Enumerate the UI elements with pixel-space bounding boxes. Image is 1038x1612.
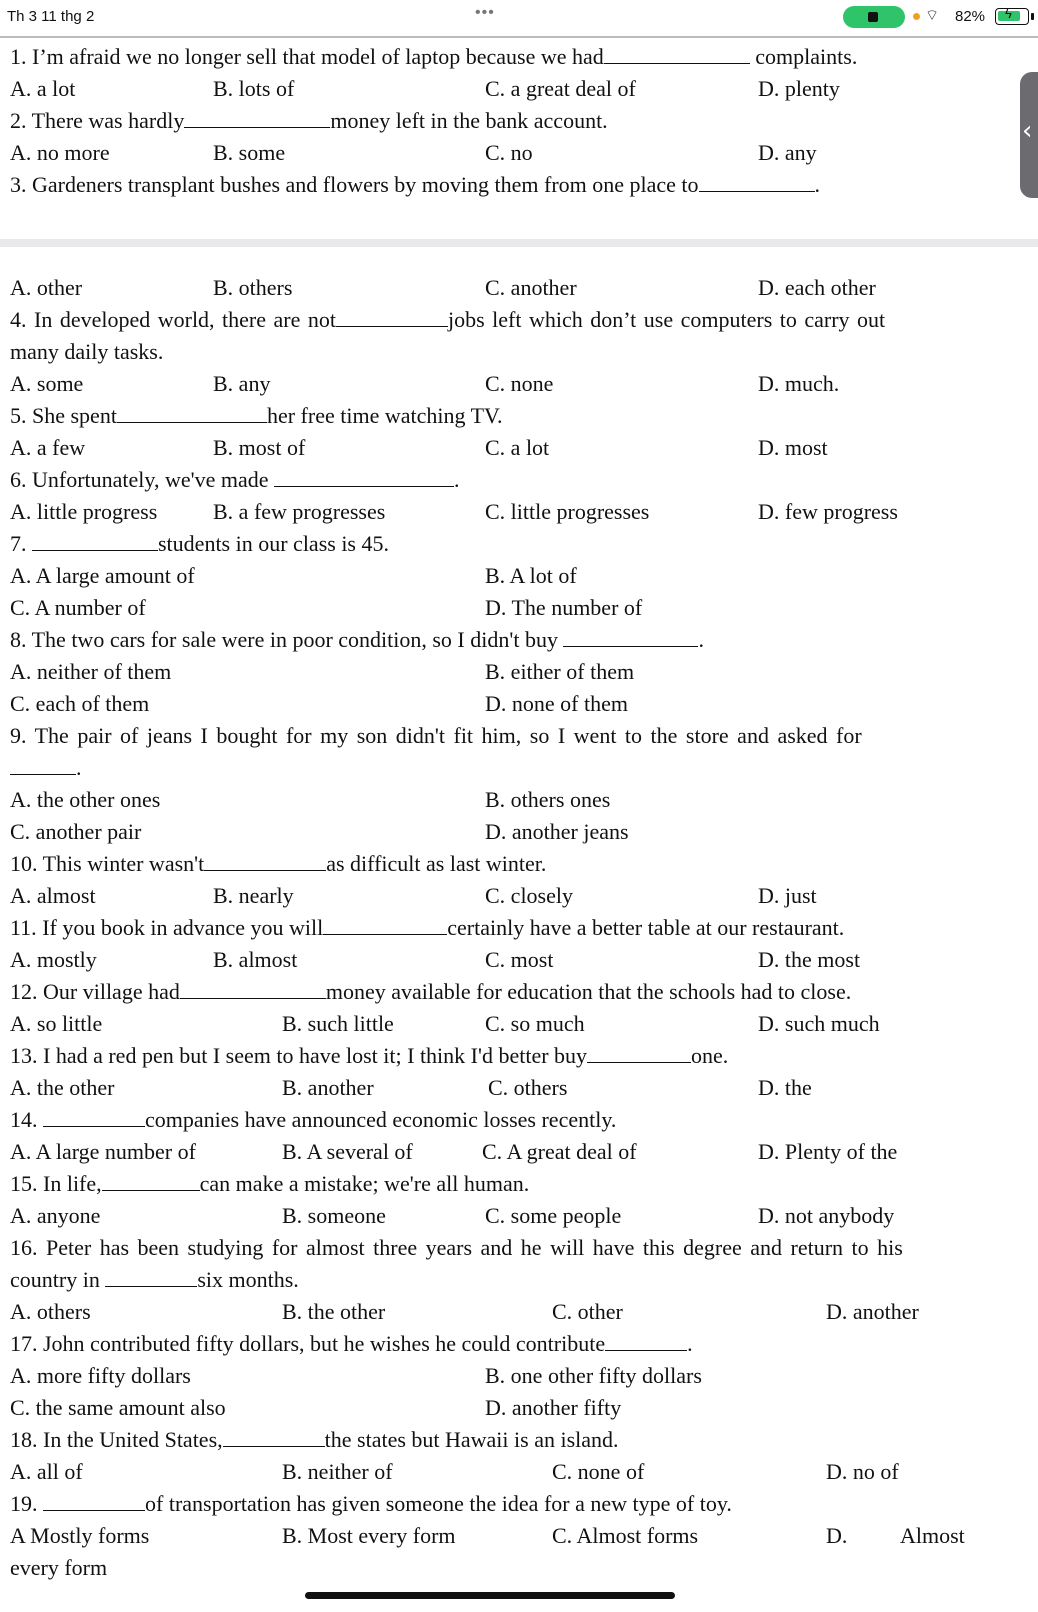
- question-stem: 11. If you book in advance you will certainly have a better table at our restaurant.: [10, 915, 845, 940]
- page-divider: [0, 239, 1038, 247]
- option-b[interactable]: B. others ones: [485, 787, 611, 812]
- mic-indicator-icon: [913, 13, 920, 20]
- question-stem: 3. Gardeners transplant bushes and flowers by moving them from one place to .: [10, 172, 821, 197]
- option-b[interactable]: B. lots of: [213, 76, 295, 101]
- option-c[interactable]: C. Almost forms: [552, 1523, 699, 1548]
- screen-recording-icon[interactable]: [843, 6, 905, 28]
- option-c[interactable]: C. a great deal of: [485, 76, 636, 101]
- option-b[interactable]: B. such little: [282, 1011, 394, 1036]
- answer-blank[interactable]: [587, 1043, 691, 1063]
- answer-blank[interactable]: [204, 851, 326, 871]
- option-a[interactable]: A. the other ones: [10, 787, 161, 812]
- option-b[interactable]: B. most of: [213, 435, 306, 460]
- option-a[interactable]: A. so little: [10, 1011, 103, 1036]
- option-d[interactable]: D. The number of: [485, 595, 643, 620]
- answer-blank[interactable]: [32, 531, 158, 551]
- option-c[interactable]: C. most: [485, 947, 554, 972]
- option-c[interactable]: C. another pair: [10, 819, 142, 844]
- answer-blank[interactable]: [184, 108, 330, 128]
- option-b[interactable]: B. A several of: [282, 1139, 413, 1164]
- option-d[interactable]: D. such much: [758, 1011, 880, 1036]
- battery-nub: [1031, 13, 1034, 20]
- option-b[interactable]: B. either of them: [485, 659, 635, 684]
- option-d[interactable]: D. Plenty of the: [758, 1139, 898, 1164]
- question-stem: 16. Peter has been studying for almost three years and he will have this degree and return to his: [10, 1235, 903, 1260]
- answer-blank[interactable]: [223, 1427, 325, 1447]
- option-b[interactable]: B. one other fifty dollars: [485, 1363, 702, 1388]
- option-b[interactable]: B. some: [213, 140, 286, 165]
- option-c[interactable]: C. the same amount also: [10, 1395, 226, 1420]
- answer-blank[interactable]: [102, 1171, 200, 1191]
- question-stem: 7. students in our class is 45.: [10, 531, 389, 556]
- option-c[interactable]: C. another: [485, 275, 577, 300]
- answer-blank[interactable]: [105, 1267, 197, 1287]
- option-b[interactable]: B. A lot of: [485, 563, 577, 588]
- option-continued: every form: [10, 1555, 108, 1580]
- question-stem: 5. She spent her free time watching TV.: [10, 403, 503, 428]
- question-stem: 2. There was hardly money left in the bank account.: [10, 108, 608, 133]
- option-b[interactable]: B. almost: [213, 947, 298, 972]
- home-indicator[interactable]: [305, 1592, 675, 1599]
- option-d[interactable]: D. another: [826, 1299, 919, 1324]
- answer-blank[interactable]: [336, 307, 448, 327]
- option-d[interactable]: D. the most: [758, 947, 861, 972]
- option-b[interactable]: B. nearly: [213, 883, 294, 908]
- option-c[interactable]: C. none: [485, 371, 554, 396]
- question-stem: 12. Our village had money available for education that the schools had to close.: [10, 979, 852, 1004]
- option-a[interactable]: A. some: [10, 371, 84, 396]
- answer-blank[interactable]: [274, 467, 454, 487]
- option-c[interactable]: C. a lot: [485, 435, 550, 460]
- option-b[interactable]: B. others: [213, 275, 293, 300]
- option-a[interactable]: A. all of: [10, 1459, 83, 1484]
- top-divider: [0, 36, 1038, 38]
- battery-percent: 82%: [955, 8, 986, 25]
- option-c[interactable]: C. closely: [485, 883, 573, 908]
- option-c[interactable]: C. so much: [485, 1011, 585, 1036]
- option-c[interactable]: C. other: [552, 1299, 623, 1324]
- option-b[interactable]: B. a few progresses: [213, 499, 386, 524]
- option-d[interactable]: D. few progress: [758, 499, 898, 524]
- option-d[interactable]: D. no of: [826, 1459, 899, 1484]
- answer-blank[interactable]: [605, 1331, 687, 1351]
- option-a[interactable]: A. almost: [10, 883, 96, 908]
- question-stem: 13. I had a red pen but I seem to have lost it; I think I'd better buy one.: [10, 1043, 729, 1068]
- option-d[interactable]: D. another fifty: [485, 1395, 622, 1420]
- option-d[interactable]: D. another jeans: [485, 819, 629, 844]
- option-b[interactable]: B. neither of: [282, 1459, 393, 1484]
- option-d[interactable]: D. not anybody: [758, 1203, 895, 1228]
- option-d[interactable]: Almost: [900, 1523, 965, 1548]
- option-a[interactable]: A. A large number of: [10, 1139, 196, 1164]
- answer-blank[interactable]: [323, 915, 447, 935]
- option-b[interactable]: B. the other: [282, 1299, 386, 1324]
- question-stem: 4. In developed world, there are not jobs left which don’t use computers to carry out: [10, 307, 886, 332]
- question-stem: 8. The two cars for sale were in poor condition, so I didn't buy .: [10, 627, 704, 652]
- option-c[interactable]: C. no: [485, 140, 533, 165]
- option-a[interactable]: A. more fifty dollars: [10, 1363, 191, 1388]
- option-a[interactable]: A. little progress: [10, 499, 158, 524]
- question-stem: 9. The pair of jeans I bought for my son didn't fit him, so I went to the store and asked for: [10, 723, 862, 748]
- sidebar-pull-handle[interactable]: [1020, 72, 1038, 198]
- question-stem: 19. of transportation has given someone the idea for a new type of toy.: [10, 1491, 732, 1516]
- question-stem: 18. In the United States, the states but Hawaii is an island.: [10, 1427, 619, 1452]
- option-d[interactable]: D. plenty: [758, 76, 840, 101]
- option-a[interactable]: A. the other: [10, 1075, 115, 1100]
- answer-blank[interactable]: [563, 627, 698, 647]
- question-stem: 1. I’m afraid we no longer sell that model of laptop because we had complaints.: [10, 44, 858, 69]
- answer-blank[interactable]: [43, 1107, 145, 1127]
- option-c[interactable]: C. A number of: [10, 595, 146, 620]
- answer-blank[interactable]: [10, 755, 76, 775]
- question-stem-continued: many daily tasks.: [10, 339, 164, 364]
- status-time: Th 3 11 thg 2: [7, 8, 95, 25]
- answer-blank[interactable]: [117, 403, 267, 423]
- option-a[interactable]: A. a few: [10, 435, 86, 460]
- option-d[interactable]: D. the: [758, 1075, 812, 1100]
- wifi-icon: ⌔: [925, 7, 940, 24]
- option-c[interactable]: C. little progresses: [485, 499, 650, 524]
- option-a[interactable]: A. other: [10, 275, 83, 300]
- answer-blank[interactable]: [43, 1491, 145, 1511]
- question-stem: 15. In life, can make a mistake; we're all human.: [10, 1171, 530, 1196]
- option-a[interactable]: A. a lot: [10, 76, 76, 101]
- option-b[interactable]: B. another: [282, 1075, 374, 1100]
- question-stem-continued: .: [10, 755, 82, 781]
- option-b[interactable]: B. Most every form: [282, 1523, 456, 1548]
- option-c[interactable]: C. others: [488, 1075, 568, 1100]
- option-d[interactable]: D. just: [758, 883, 817, 908]
- option-d[interactable]: D. each other: [758, 275, 876, 300]
- option-a[interactable]: A. anyone: [10, 1203, 101, 1228]
- question-stem-continued: country in six months.: [10, 1267, 299, 1292]
- option-a[interactable]: A Mostly forms: [10, 1523, 150, 1548]
- option-d[interactable]: D. none of them: [485, 691, 628, 716]
- status-bar: [0, 0, 1038, 34]
- question-stem: 6. Unfortunately, we've made .: [10, 467, 460, 492]
- chevron-left-icon: ‹: [1022, 116, 1033, 146]
- option-c[interactable]: C. each of them: [10, 691, 150, 716]
- option-d[interactable]: D. any: [758, 140, 817, 165]
- option-a[interactable]: A. no more: [10, 140, 110, 165]
- option-c[interactable]: C. some people: [485, 1203, 622, 1228]
- option-a[interactable]: A. A large amount of: [10, 563, 195, 588]
- multitask-dots[interactable]: •••: [475, 4, 495, 21]
- option-b[interactable]: B. someone: [282, 1203, 386, 1228]
- battery-icon: ϟ: [995, 8, 1029, 25]
- option-b[interactable]: B. any: [213, 371, 271, 396]
- option-c[interactable]: C. none of: [552, 1459, 645, 1484]
- answer-blank[interactable]: [604, 44, 750, 64]
- answer-blank[interactable]: [699, 172, 815, 192]
- option-a[interactable]: A. others: [10, 1299, 91, 1324]
- answer-blank[interactable]: [180, 979, 326, 999]
- option-a[interactable]: A. neither of them: [10, 659, 172, 684]
- option-d[interactable]: D. most: [758, 435, 828, 460]
- question-stem: 17. John contributed fifty dollars, but he wishes he could contribute .: [10, 1331, 693, 1356]
- option-d[interactable]: D. much.: [758, 371, 840, 396]
- option-d-label[interactable]: D.: [826, 1523, 848, 1548]
- question-stem: 10. This winter wasn't as difficult as last winter.: [10, 851, 547, 876]
- option-a[interactable]: A. mostly: [10, 947, 97, 972]
- option-c[interactable]: C. A great deal of: [482, 1139, 637, 1164]
- question-stem: 14. companies have announced economic losses recently.: [10, 1107, 617, 1132]
